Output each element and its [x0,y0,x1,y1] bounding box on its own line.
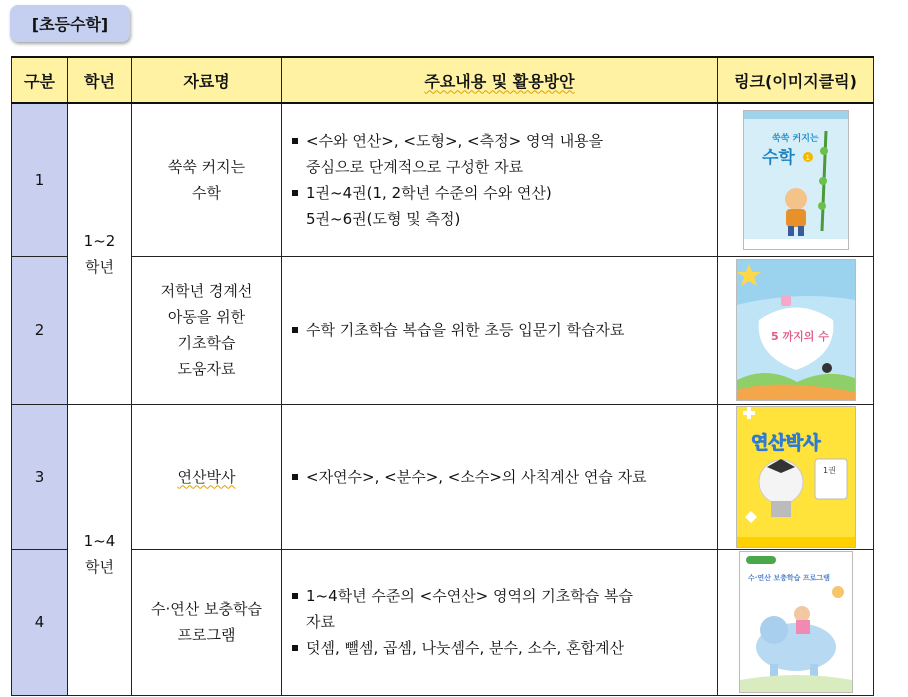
bullet-text: <수와 연산>, <도형>, <측정> 영역 내용을 [306,131,604,150]
header-link: 링크(이미지클릭) [718,57,874,103]
bullet-text: 1~4학년 수준의 <수연산> 영역의 기초학습 복습 [306,587,633,605]
bullet-square-icon [292,645,298,651]
material-name-line: 프로그램 [177,626,236,644]
bullet-item [290,464,709,490]
bullet-text: 덧셈, 뺄셈, 곱셈, 나눗셈수, 분수, 소수, 혼합계산 [306,639,625,657]
bullet-item [290,635,709,661]
cover-badge: 1권 [822,465,836,475]
material-name-line: 도움자료 [177,360,236,378]
cover-title: 5 까지의 수 [770,330,829,343]
material-name-line: 연산박사 [177,467,236,486]
material-name-line: 아동을 위한 [167,308,246,326]
grade-cell [68,404,132,695]
row-number: 3 [12,404,68,549]
row-number: 2 [12,256,68,404]
table-row [12,549,874,695]
material-name [132,549,282,695]
grade-range: 1~2 [83,231,116,250]
book-cover-2-image[interactable] [736,259,856,401]
grade-range: 1~4 [83,531,116,550]
book-cover-1-image[interactable] [743,110,849,250]
section-title: [초등수학] [10,5,130,42]
header-grade: 학년 [68,57,132,103]
bullet-square-icon [292,327,298,333]
cover-link[interactable] [718,549,874,695]
bullet-square-icon [292,190,298,196]
material-name-line: 저학년 경계선 [160,282,253,300]
row-number: 4 [12,549,68,695]
cover-link[interactable] [718,256,874,404]
bullet-continuation: 5권~6권(도형 및 측정) [306,209,461,228]
material-name [132,256,282,404]
material-name [132,404,282,549]
bullet-square-icon [292,138,298,144]
material-name-line: 기초학습 [177,334,236,352]
bullet-item [290,583,709,609]
material-name [132,103,282,256]
table-row [12,404,874,549]
header-content [282,57,718,103]
cover-link[interactable] [718,404,874,549]
material-name-line: 수학 [192,183,221,202]
grade-unit: 학년 [85,257,114,276]
bullet-continuation: 자료 [306,613,335,631]
cover-title: 쑥쑥 커지는 [771,133,819,144]
book-cover-3-image[interactable] [736,406,856,548]
table-row [12,103,874,256]
cover-subtitle: 수학 [761,147,795,168]
bullet-text: <자연수>, <분수>, <소수>의 사칙계산 연습 자료 [306,467,647,486]
content-cell [282,103,718,256]
header-material: 자료명 [132,57,282,103]
header-no: 구분 [12,57,68,103]
cover-badge: 1 [805,153,810,162]
content-cell [282,404,718,549]
bullet-item [290,180,709,206]
bullet-square-icon [292,474,298,480]
cover-link[interactable] [718,103,874,256]
bullet-text: 수학 기초학습 복습을 위한 초등 입문기 학습자료 [306,321,625,339]
bullet-text: 1권~4권(1, 2학년 수준의 수와 연산) [306,183,552,202]
cover-title: 연산박사 [750,432,821,454]
bullet-continuation: 중심으로 단계적으로 구성한 자료 [306,157,524,176]
row-number: 1 [12,103,68,256]
grade-unit: 학년 [85,557,114,576]
material-name-line: 수·연산 보충학습 [151,600,262,618]
bullet-item [290,317,709,343]
grade-cell [68,103,132,404]
materials-table [11,56,874,696]
content-cell [282,256,718,404]
table-row [12,256,874,404]
cover-title: 수·연산 보충학습 프로그램 [747,574,830,582]
bullet-square-icon [292,593,298,599]
book-cover-4-image[interactable] [739,551,853,693]
bullet-item [290,128,709,154]
material-name-line: 쑥쑥 커지는 [167,157,246,176]
table-header-row [12,57,874,103]
content-cell [282,549,718,695]
header-content-text: 주요내용 및 활용방안 [424,71,575,91]
